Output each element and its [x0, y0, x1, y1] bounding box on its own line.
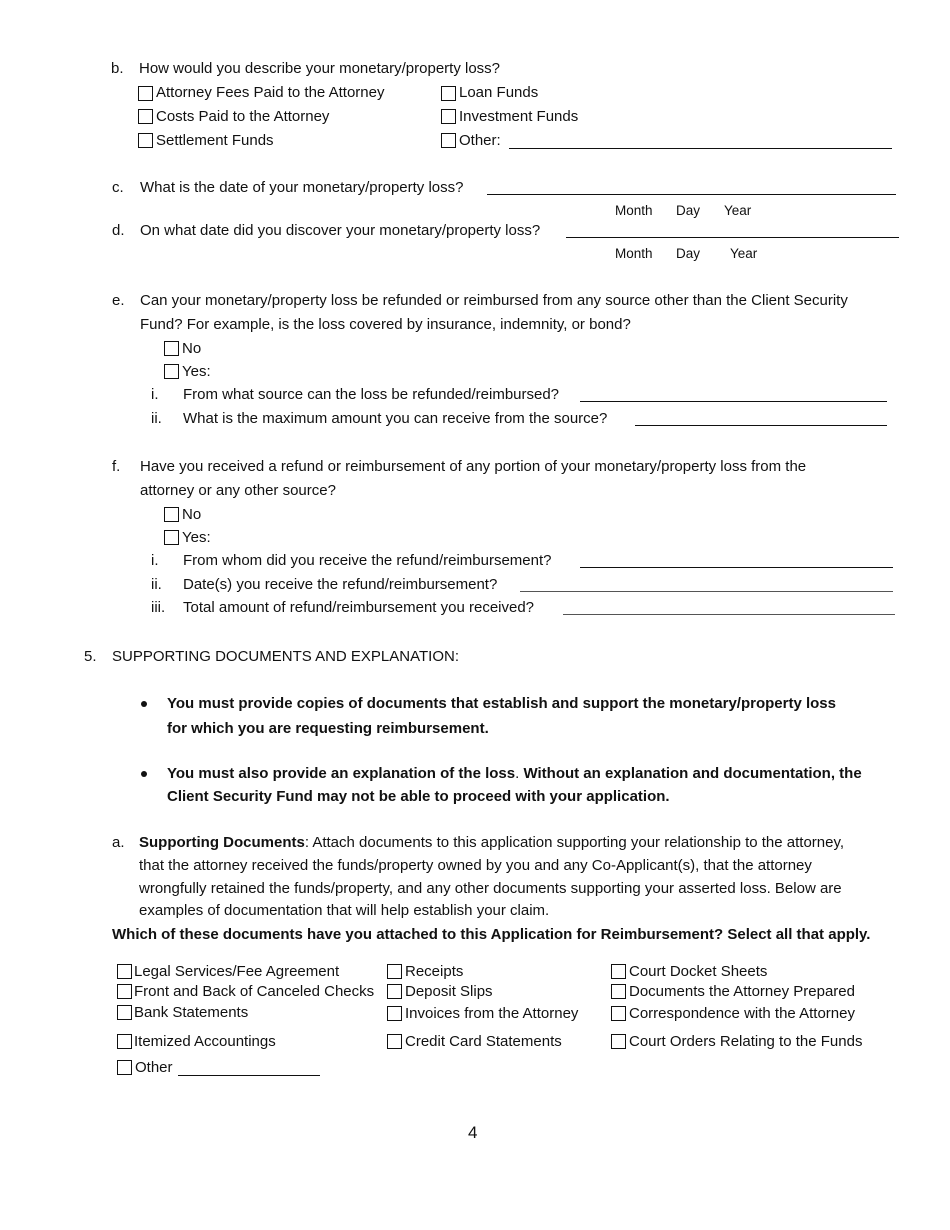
bullet-2-rest: Without an explanation and documentation, the [523, 765, 862, 782]
date-label-year: Year [724, 203, 752, 218]
item-marker-e: e. [112, 292, 125, 309]
question-a-line1 [139, 834, 844, 852]
item-marker-c: c. [112, 179, 124, 196]
question-d-text: On what date did you discover your monetary/property loss? [140, 222, 541, 239]
refund-dates-field[interactable] [520, 591, 893, 592]
checkbox-f-yes[interactable] [164, 530, 179, 545]
sub-marker-f-iii: iii. [151, 599, 166, 616]
label-e-yes: Yes: [182, 363, 211, 380]
checkbox-costs-paid[interactable] [138, 109, 153, 124]
date-label-month: Month [615, 203, 653, 218]
bullet-1-line1: You must provide copies of documents that establish and support the monetary/property loss [167, 695, 836, 712]
question-e-i-text: From what source can the loss be refunded/reimbursed? [183, 386, 560, 403]
date-label-month-2: Month [615, 246, 653, 261]
question-f-i-text: From whom did you receive the refund/reimbursement? [183, 552, 552, 569]
bullet-2-line1 [167, 765, 862, 783]
label-f-no: No [182, 506, 202, 523]
label-bank-statements: Bank Statements [134, 1004, 249, 1021]
date-label-day-2: Day [676, 246, 701, 261]
label-invoices: Invoices from the Attorney [405, 1005, 579, 1022]
checkbox-investment-funds[interactable] [441, 109, 456, 124]
item-marker-d: d. [112, 222, 125, 239]
label-credit-card-statements: Credit Card Statements [405, 1033, 562, 1050]
checkbox-attorney-documents[interactable] [611, 984, 626, 999]
question-a-line4: examples of documentation that will help establish your claim. [139, 902, 550, 919]
checkbox-other-document[interactable] [117, 1060, 132, 1075]
maximum-amount-field[interactable] [635, 425, 887, 426]
label-f-yes: Yes: [182, 529, 211, 546]
label-investment-funds: Investment Funds [459, 108, 579, 125]
checkbox-bank-statements[interactable] [117, 1005, 132, 1020]
label-attorney-documents: Documents the Attorney Prepared [629, 983, 855, 1000]
label-other-loss: Other: [459, 132, 501, 149]
question-f-line1: Have you received a refund or reimbursement of any portion of your monetary/property loss from the [140, 458, 807, 475]
label-itemized-accountings: Itemized Accountings [134, 1033, 276, 1050]
question-a-line1-rest: : Attach documents to this application supporting your relationship to the attorney, [304, 834, 845, 851]
question-f-ii-text: Date(s) you receive the refund/reimbursement? [183, 576, 498, 593]
question-f-line2: attorney or any other source? [140, 482, 336, 499]
section-5-marker: 5. [84, 648, 97, 665]
bullet-2-lead: You must also provide an explanation of the loss [167, 765, 516, 782]
other-document-field[interactable] [178, 1075, 320, 1076]
label-e-no: No [182, 340, 202, 357]
checkbox-e-yes[interactable] [164, 364, 179, 379]
checkbox-legal-services[interactable] [117, 964, 132, 979]
question-c-text: What is the date of your monetary/property loss? [140, 179, 464, 196]
question-e-line1: Can your monetary/property loss be refunded or reimbursed from any source other than the Client Security [140, 292, 848, 309]
question-a-bold-lead: Supporting Documents [139, 834, 305, 851]
label-other-document: Other [135, 1059, 173, 1076]
bullet-2-line2: Client Security Fund may not be able to proceed with your application. [167, 788, 670, 805]
question-b-text: How would you describe your monetary/property loss? [139, 60, 501, 77]
checkbox-credit-card-statements[interactable] [387, 1034, 402, 1049]
bullet-2-period: . [515, 765, 524, 782]
date-label-year-2: Year [730, 246, 758, 261]
checkbox-e-no[interactable] [164, 341, 179, 356]
label-correspondence: Correspondence with the Attorney [629, 1005, 855, 1022]
question-e-line2: Fund? For example, is the loss covered by insurance, indemnity, or bond? [140, 316, 631, 333]
checkbox-itemized-accountings[interactable] [117, 1034, 132, 1049]
item-marker-b: b. [111, 60, 124, 77]
checkbox-f-no[interactable] [164, 507, 179, 522]
bullet-dot-2 [141, 771, 147, 777]
section-5-title: SUPPORTING DOCUMENTS AND EXPLANATION: [112, 648, 459, 665]
item-marker-f: f. [112, 458, 121, 475]
label-deposit-slips: Deposit Slips [405, 983, 493, 1000]
documents-instruction: Which of these documents have you attached to this Application for Reimbursement? Select all that apply. [112, 926, 871, 943]
sub-marker-e-ii: ii. [151, 410, 162, 427]
checkbox-loan-funds[interactable] [441, 86, 456, 101]
label-court-orders: Court Orders Relating to the Funds [629, 1033, 863, 1050]
bullet-1-line2: for which you are requesting reimbursement. [167, 720, 489, 737]
label-settlement-funds: Settlement Funds [156, 132, 274, 149]
date-label-day: Day [676, 203, 701, 218]
label-loan-funds: Loan Funds [459, 84, 539, 101]
checkbox-canceled-checks[interactable] [117, 984, 132, 999]
refund-from-field[interactable] [580, 567, 893, 568]
item-marker-a: a. [112, 834, 125, 851]
label-attorney-fees: Attorney Fees Paid to the Attorney [156, 84, 385, 101]
label-receipts: Receipts [405, 963, 464, 980]
sub-marker-f-i: i. [151, 552, 159, 569]
checkbox-attorney-fees[interactable] [138, 86, 153, 101]
question-a-line2: that the attorney received the funds/property owned by you and any Co-Applicant(s), that the attorney [139, 857, 812, 874]
checkbox-other-loss[interactable] [441, 133, 456, 148]
bullet-dot-1 [141, 701, 147, 707]
refund-source-field[interactable] [580, 401, 887, 402]
checkbox-deposit-slips[interactable] [387, 984, 402, 999]
question-a-line3: wrongfully retained the funds/property, and any other documents supporting your asserted loss. Below are [139, 880, 842, 897]
refund-total-field[interactable] [563, 614, 895, 615]
checkbox-invoices[interactable] [387, 1006, 402, 1021]
checkbox-court-docket[interactable] [611, 964, 626, 979]
checkbox-receipts[interactable] [387, 964, 402, 979]
sub-marker-e-i: i. [151, 386, 159, 403]
label-court-docket: Court Docket Sheets [629, 963, 768, 980]
checkbox-court-orders[interactable] [611, 1034, 626, 1049]
checkbox-settlement-funds[interactable] [138, 133, 153, 148]
discovery-date-field[interactable] [566, 237, 899, 238]
checkbox-correspondence[interactable] [611, 1006, 626, 1021]
sub-marker-f-ii: ii. [151, 576, 162, 593]
question-e-ii-text: What is the maximum amount you can receive from the source? [183, 410, 608, 427]
label-costs-paid: Costs Paid to the Attorney [156, 108, 330, 125]
page-number: 4 [468, 1123, 478, 1142]
loss-date-field[interactable] [487, 194, 896, 195]
question-f-iii-text: Total amount of refund/reimbursement you received? [183, 599, 535, 616]
label-legal-services: Legal Services/Fee Agreement [134, 963, 340, 980]
label-canceled-checks: Front and Back of Canceled Checks [134, 983, 375, 1000]
other-loss-field[interactable] [509, 148, 892, 149]
